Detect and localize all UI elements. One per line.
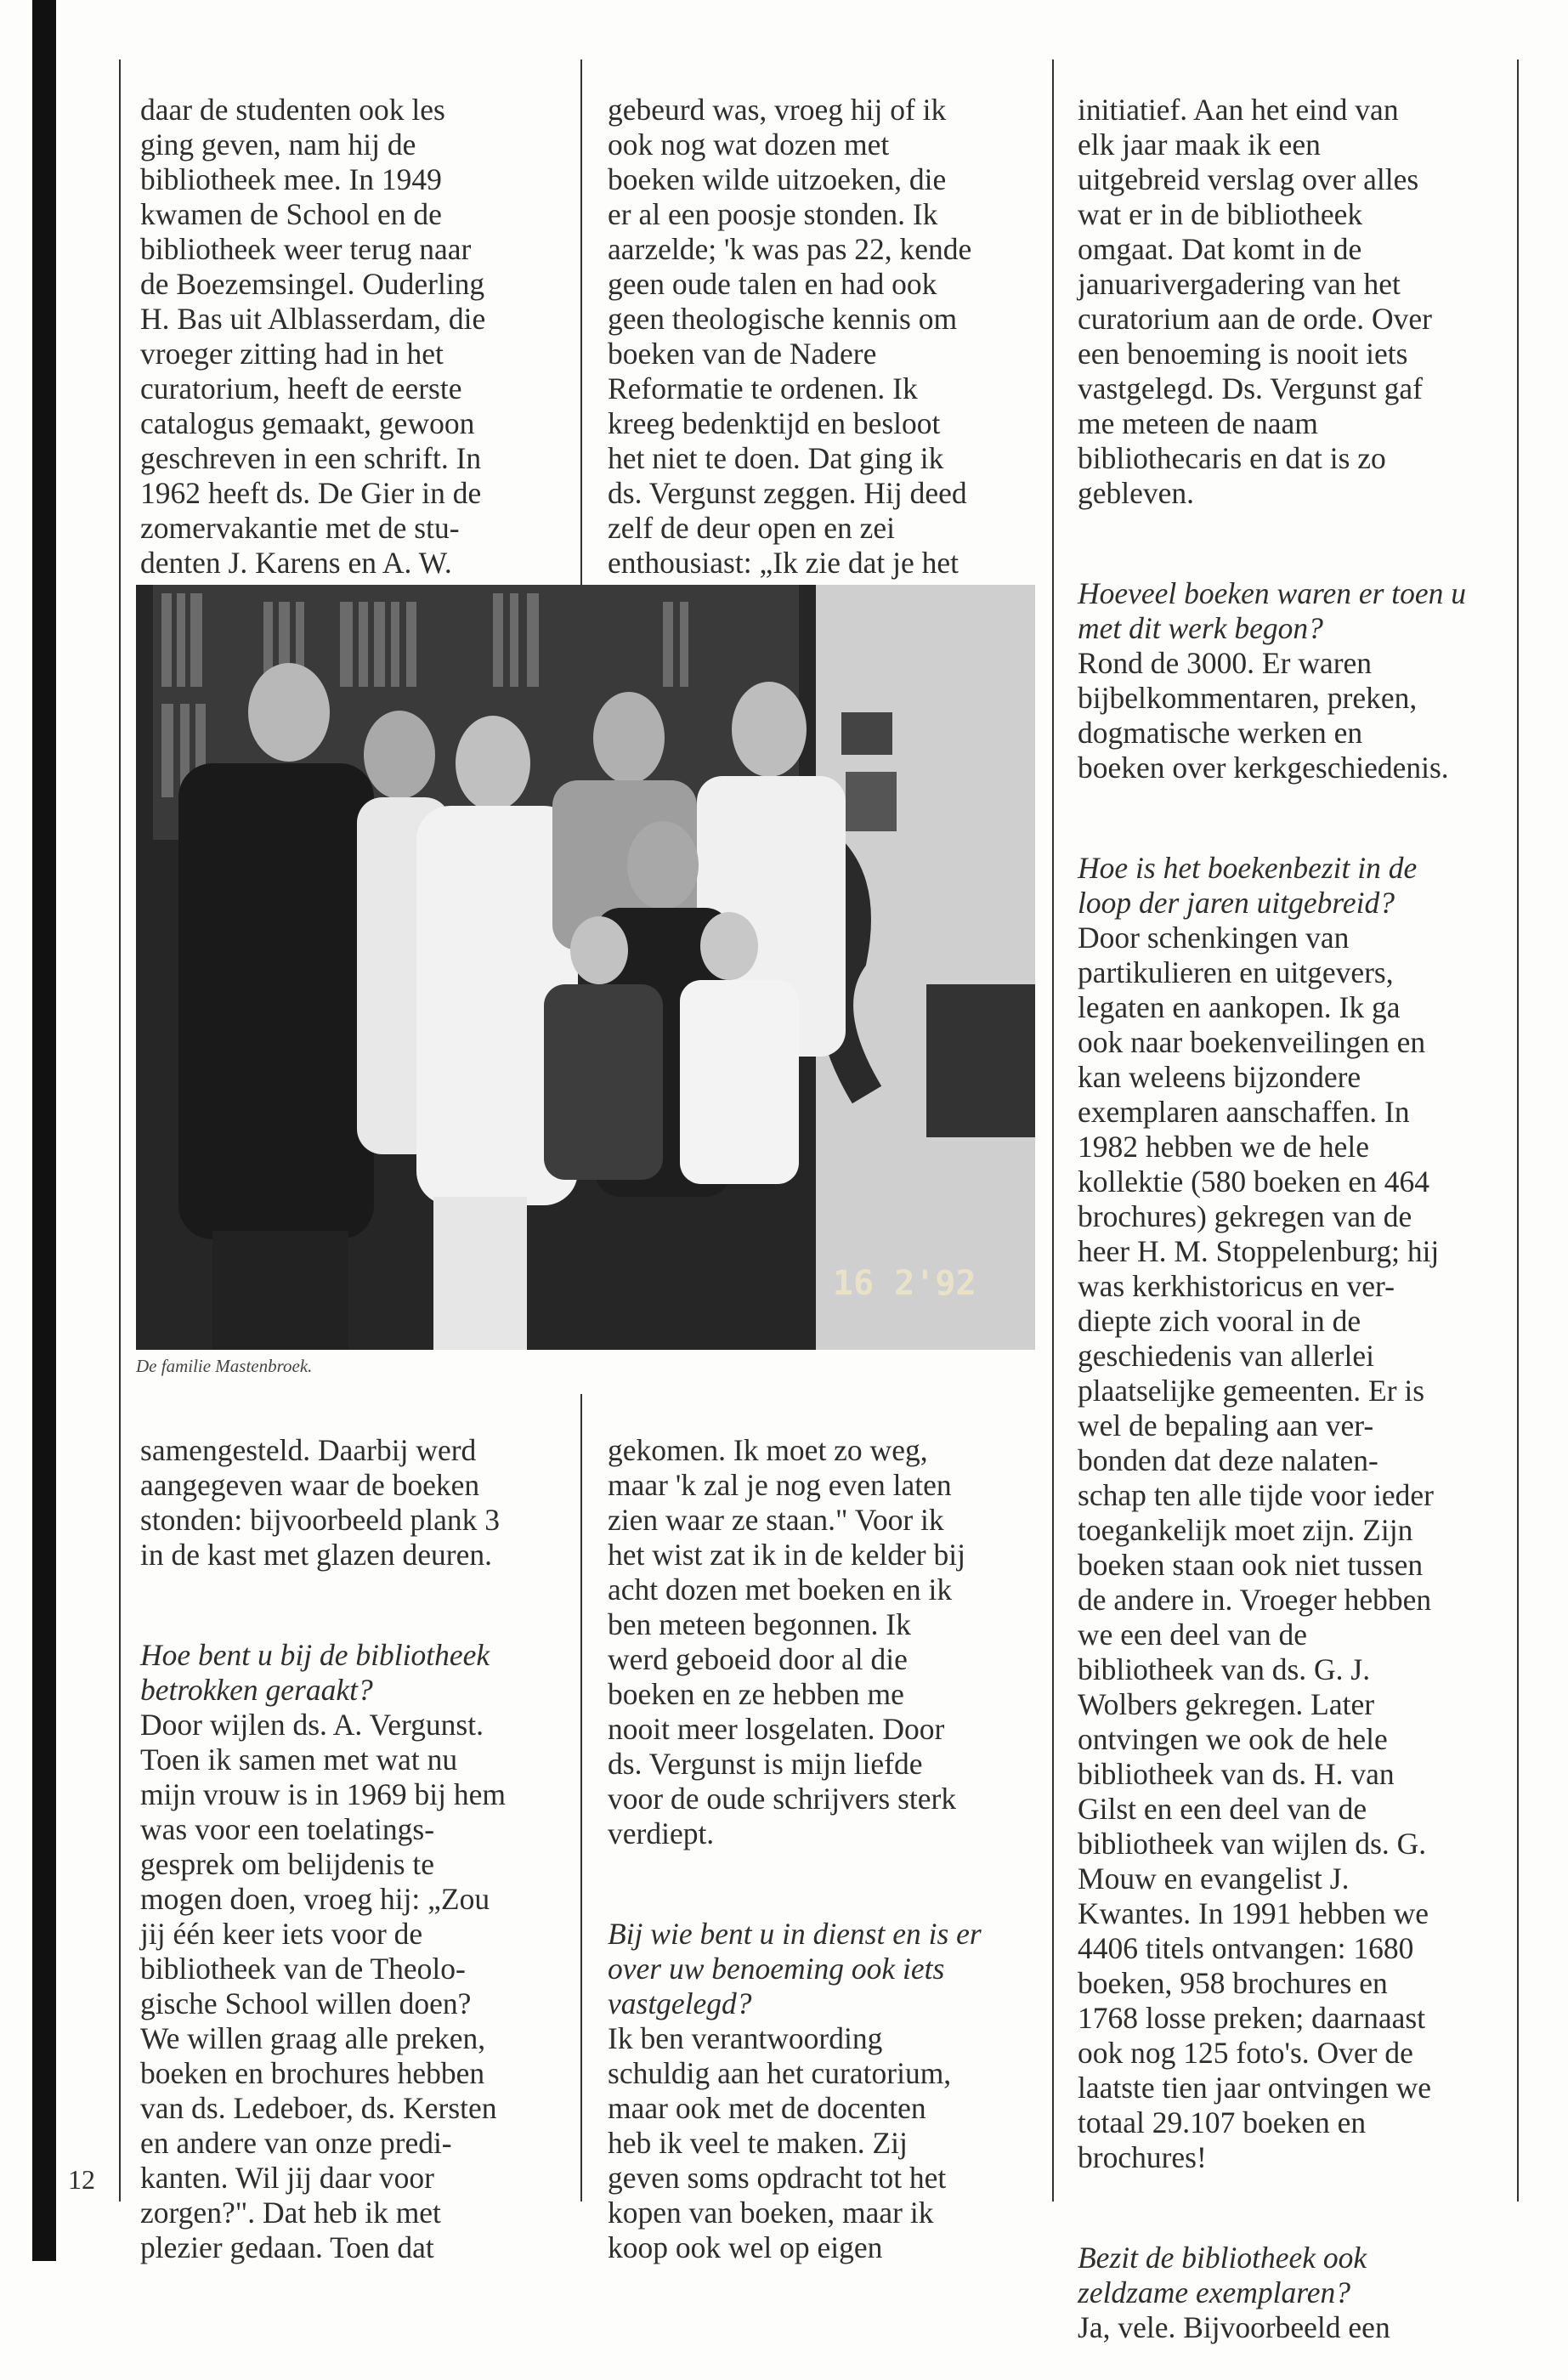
body-paragraph: initiatief. Aan het eind van elk jaar maak ik een uitgebreid verslag over alles wat er in de bibliotheek omgaat. Dat komt in de januarivergadering van het curatorium aan de orde. Over een benoeming is nooit iets vastgelegd. Ds. Vergunst gaf me meteen de naam bibliothecaris en dat is zo gebleven. — [1078, 93, 1432, 510]
page-number: 12 — [68, 2164, 95, 2195]
body-paragraph: daar de studenten ook les ging geven, nam hij de bibliotheek mee. In 1949 kwamen de School en de bibliotheek weer terug naar de Boezemsingel. Ouderling H. Bas uit Alblasserdam, die vroeger zitting had in het curatorium, heeft de eerste catalogus gemaakt, gewoon geschreven in een schrift. In 1962 heeft ds. De Gier in de zomervakantie met de stu- denten J. Karens en A. W. — [140, 93, 486, 580]
interview-answer: Rond de 3000. Er waren bijbelkommentaren, preken, dogmatische werken en boeken over kerkgeschiedenis. — [1078, 646, 1449, 785]
column-1-top — [140, 58, 578, 650]
interview-question: Hoe bent u bij de bibliotheek betrokken geraakt? — [140, 1638, 490, 1707]
interview-block — [1078, 2241, 1515, 2345]
column-2-top — [608, 58, 1050, 650]
interview-question: Bij wie bent u in dienst en is er over uw benoeming ook iets vastgelegd? — [608, 1917, 982, 2020]
column-3 — [1078, 58, 1515, 2380]
column-rule-left — [119, 60, 121, 2202]
page-binding-edge — [32, 0, 56, 2261]
column-rule-middle-2 — [1052, 60, 1054, 2202]
interview-question: Hoe is het boekenbezit in de loop der jaren uitgebreid? — [1078, 851, 1418, 920]
interview-block — [608, 1917, 1050, 2265]
body-paragraph: gekomen. Ik moet zo weg, maar 'k zal je nog even laten zien waar ze staan." Voor ik het wist zat ik in de kelder bij acht dozen met boeken en ik ben meteen begonnen. Ik werd geboeid door al die boeken en ze hebben me nooit meer losgelaten. Door ds. Vergunst is mijn liefde voor de oude schrijvers sterk verdiept. — [608, 1433, 965, 1850]
interview-answer: Door schenkingen van partikulieren en uitgevers, legaten en aankopen. Ik ga ook naar boekenveilingen en kan weleens bijzondere exemplaren aanschaffen. In 1982 hebben we de hele kollektie (580 boeken en 464 brochures) gekregen van de heer H. M. Stoppelenburg; hij was kerkhistoricus en ver- diepte zich vooral in de geschiedenis van allerlei plaatselijke gemeenten. Er is wel de bepaling aan ver- bonden dat deze nalaten- schap ten alle tijde voor ieder toegankelijk moet zijn. Zijn boeken staan ook niet tussen de andere in. Vroeger hebben we een deel van de bibliotheek van ds. G. J. Wolbers gekregen. Later ontvingen we ook de hele bibliotheek van ds. H. van Gilst en een deel van de bibliotheek van wijlen ds. G. Mouw en evangelist J. Kwantes. In 1991 hebben we 4406 titels ontvangen: 1680 boeken, 958 brochures en 1768 losse preken; daarnaast ook nog 125 foto's. Over de laatste tien jaar ontvingen we totaal 29.107 boeken en brochures! — [1078, 921, 1440, 2174]
interview-answer: Ik ben verantwoording schuldig aan het curatorium, maar ook met de docenten heb ik veel te maken. Zij geven soms opdracht tot het kopen van boeken, maar ik koop ook wel op eigen — [608, 2021, 952, 2264]
family-photo-illustration — [136, 585, 1035, 1350]
interview-question: Hoeveel boeken waren er toen u met dit werk begon? — [1078, 576, 1467, 645]
interview-block — [1078, 576, 1515, 785]
family-photo — [136, 585, 1035, 1350]
body-paragraph: gebeurd was, vroeg hij of ik ook nog wat dozen met boeken wilde uitzoeken, die er al een poosje stonden. Ik aarzelde; 'k was pas 22, kende geen oude talen en had ook geen theologische kennis om boeken van de Nadere Reformatie te ordenen. Ik kreeg bedenktijd en besloot het niet te doen. Dat ging ik ds. Vergunst zeggen. Hij deed zelf de deur open en zei enthousiast: „Ik zie dat je het — [608, 93, 972, 580]
body-paragraph: samengesteld. Daarbij werd aangegeven waar de boeken stonden: bijvoorbeeld plank 3 in de kast met glazen deuren. — [140, 1433, 500, 1572]
column-rule-right — [1517, 60, 1519, 2202]
interview-block — [1078, 851, 1515, 2175]
column-rule-middle-1b — [580, 1394, 582, 2202]
column-1-bottom — [140, 1398, 578, 2300]
column-rule-middle-1 — [580, 60, 582, 586]
interview-block — [140, 1638, 578, 2265]
column-2-bottom — [608, 1398, 1050, 2300]
photo-date-stamp: 16 2'92 — [833, 1264, 976, 1303]
interview-question: Bezit de bibliotheek ook zeldzame exemplaren? — [1078, 2241, 1367, 2309]
interview-answer: Ja, vele. Bijvoorbeeld een — [1078, 2310, 1390, 2344]
photo-caption: De familie Mastenbroek. — [136, 1356, 313, 1376]
interview-answer: Door wijlen ds. A. Vergunst. Toen ik samen met wat nu mijn vrouw is in 1969 bij hem was voor een toelatings- gesprek om belijdenis te mogen doen, vroeg hij: „Zou jij één keer iets voor de bibliotheek van de Theolo- gische School willen doen? We willen graag alle preken, boeken en brochures hebben van ds. Ledeboer, ds. Kersten en andere van onze predi- kanten. Wil jij daar voor zorgen?". Dat heb ik met plezier gedaan. Toen dat — [140, 1708, 506, 2264]
